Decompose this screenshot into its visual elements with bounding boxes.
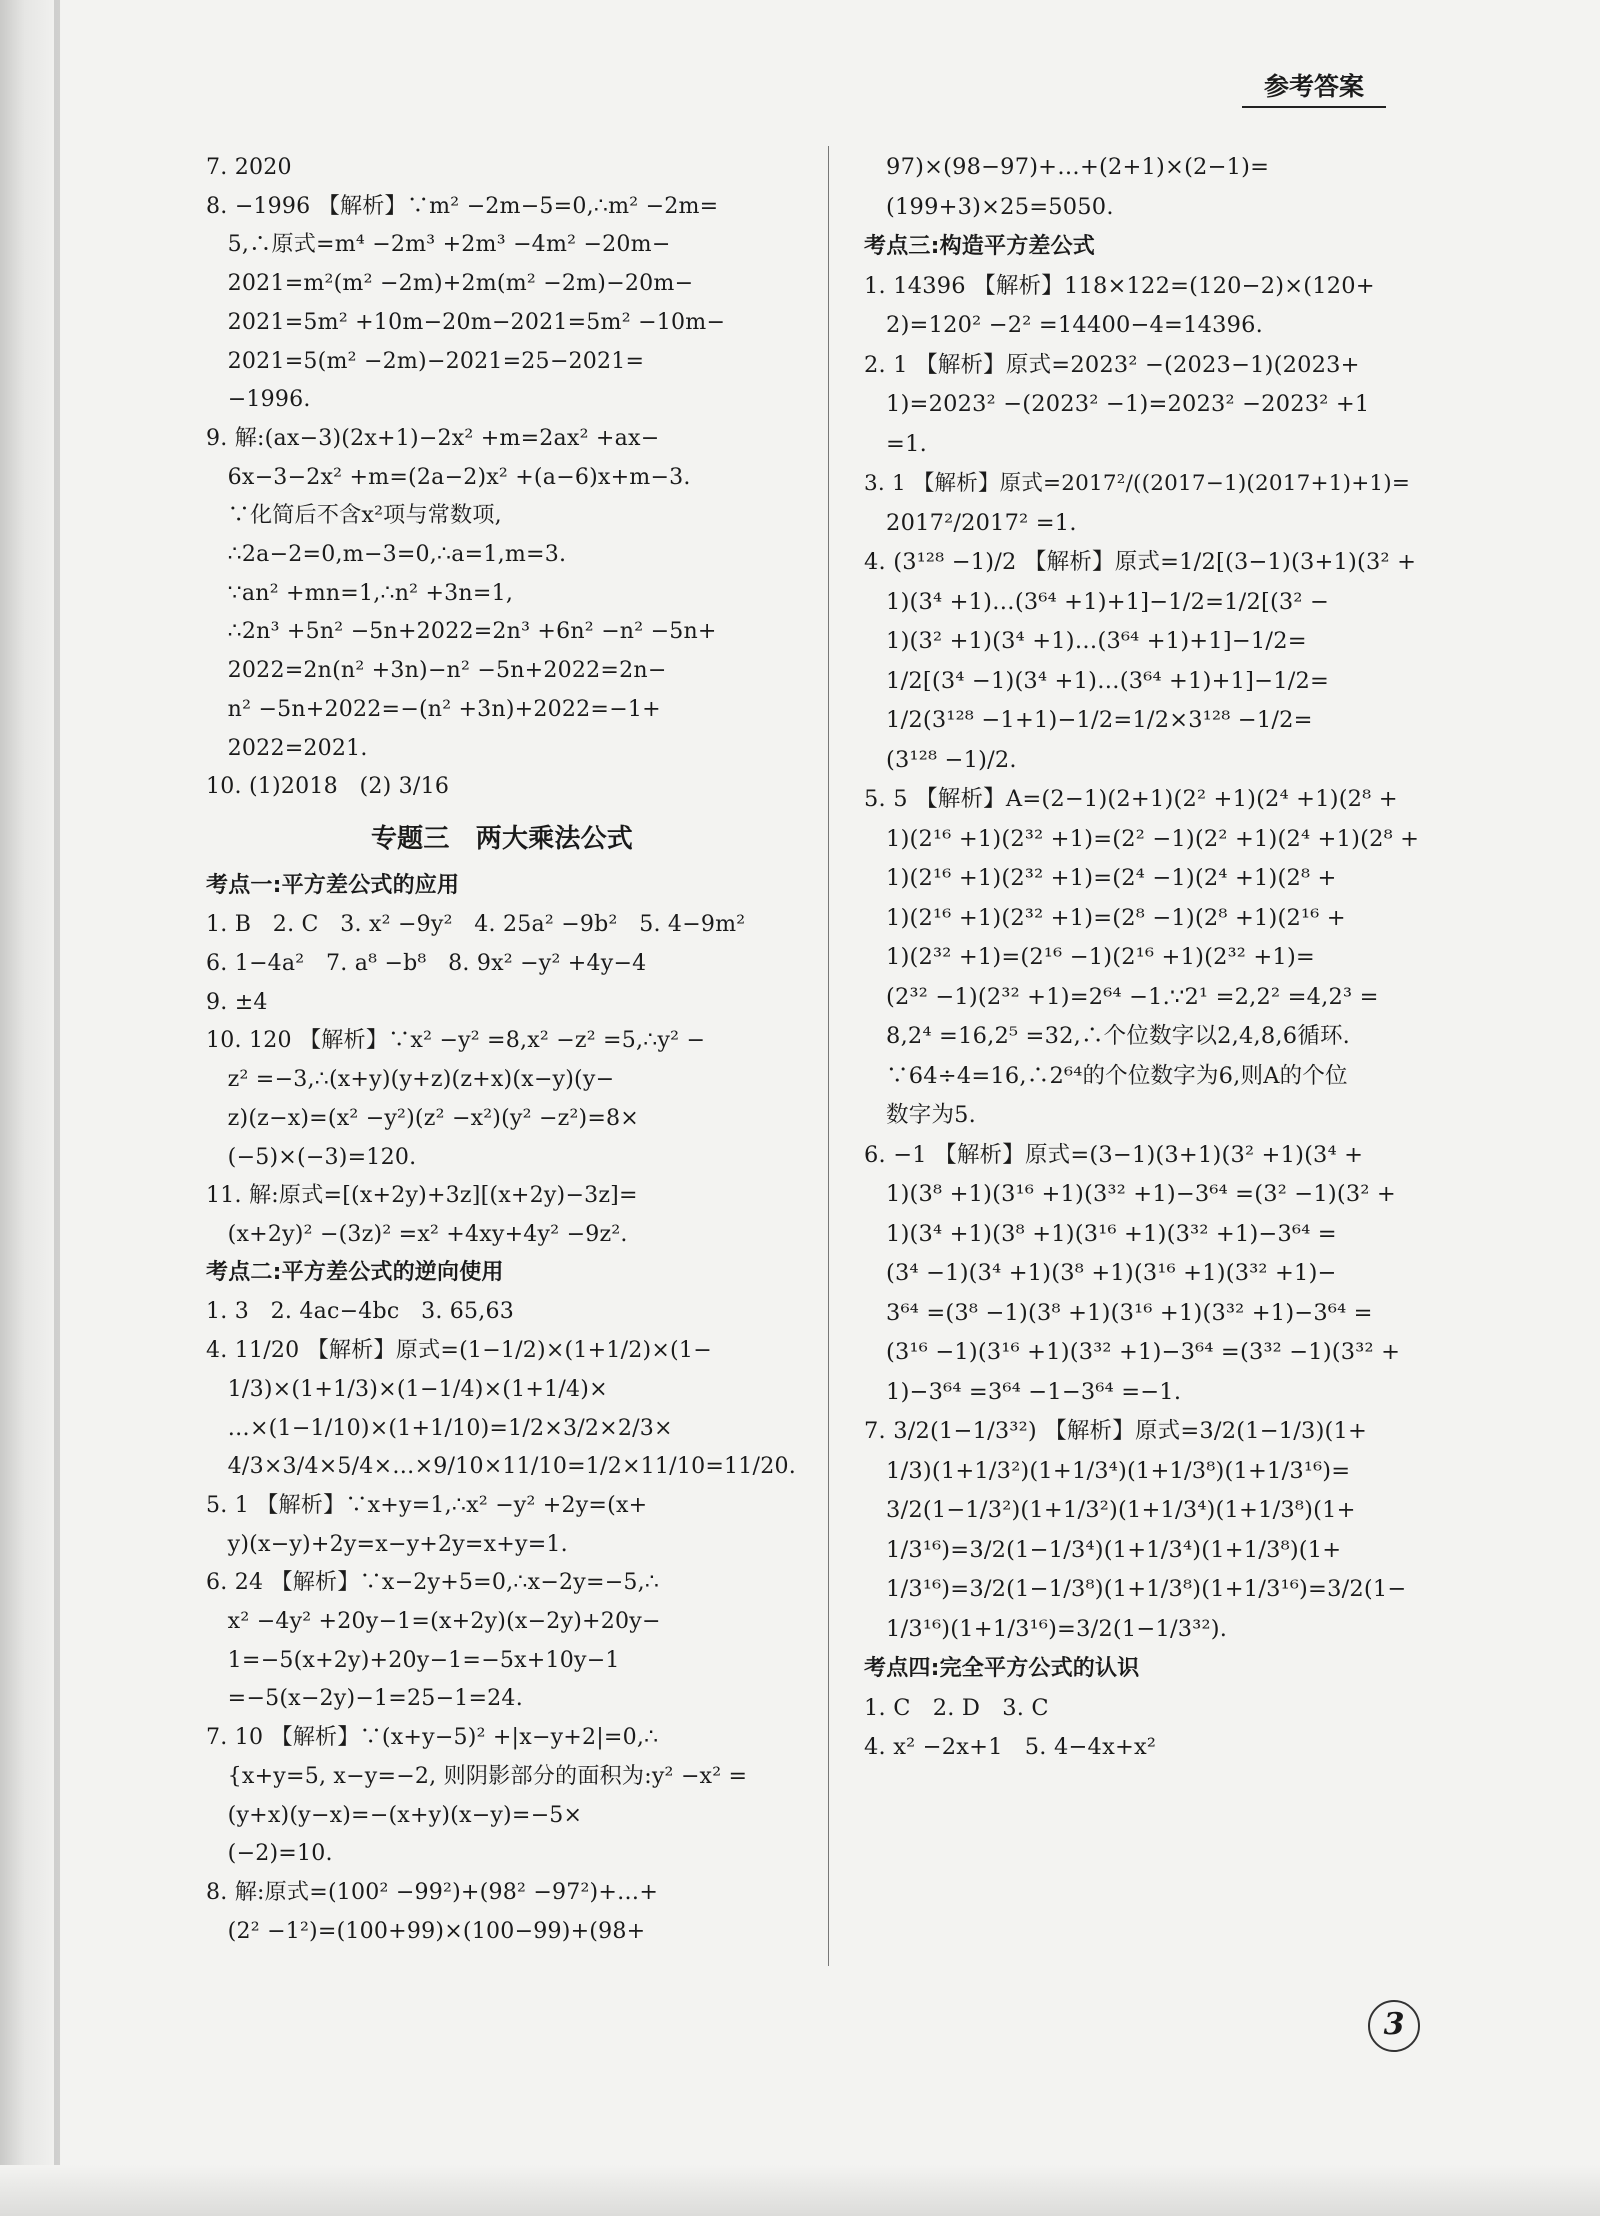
text-line: 1)(2¹⁶ +1)(2³² +1)=(2⁴ −1)(2⁴ +1)(2⁸ + (864, 865, 1337, 891)
text-line: 1/3¹⁶)(1+1/3¹⁶)=3/2(1−1/3³²). (864, 1615, 1228, 1642)
text-line: (−5)×(−3)=120. (206, 1143, 417, 1170)
text-line: 2. 1 【解析】原式=2023² −(2023−1)(2023+ (864, 351, 1360, 378)
text-line: (y+x)(y−x)=−(x+y)(x−y)=−5× (206, 1801, 583, 1828)
text-line: y)(x−y)+2y=x−y+2y=x+y=1. (206, 1530, 568, 1557)
text-line: 5. 5 【解析】A=(2−1)(2+1)(2² +1)(2⁴ +1)(2⁸ + (864, 786, 1398, 812)
text-line: 1)(3⁴ +1)(3⁸ +1)(3¹⁶ +1)(3³² +1)−3⁶⁴ = (864, 1220, 1337, 1247)
text-line: 1)(2¹⁶ +1)(2³² +1)=(2² −1)(2² +1)(2⁴ +1)(2⁸ + (864, 825, 1420, 852)
text-line: 1/3¹⁶)=3/2(1−1/3⁴)(1+1/3⁴)(1+1/3⁸)(1+ (864, 1536, 1342, 1563)
text-line: 1. 3 2. 4ac−4bc 3. 65,63 (206, 1298, 515, 1325)
text-line: (3¹⁶ −1)(3¹⁶ +1)(3³² +1)−3⁶⁴ =(3³² −1)(3³² + (864, 1339, 1401, 1365)
text-line: 1=−5(x+2y)+20y−1=−5x+10y−1 (206, 1646, 620, 1673)
text-line: 1/2(3¹²⁸ −1+1)−1/2=1/2×3¹²⁸ −1/2= (864, 707, 1313, 733)
text-line: (199+3)×25=5050. (864, 193, 1114, 220)
text-line: 4/3×3/4×5/4×…×9/10×11/10=1/2×11/10=11/20. (206, 1453, 796, 1480)
topic-title: 专题三 两大乘法公式 (370, 823, 633, 854)
text-line: 1)(3⁴ +1)…(3⁶⁴ +1)+1]−1/2=1/2[(3² − (864, 588, 1330, 615)
text-line: 2021=m²(m² −2m)+2m(m² −2m)−20m− (206, 270, 694, 297)
text-line: 2017²/2017² =1. (864, 509, 1077, 536)
text-line: 数字为5. (864, 1102, 977, 1128)
text-line: 1. B 2. C 3. x² −9y² 4. 25a² −9b² 5. 4−9m² (206, 911, 746, 938)
text-line: 1)(2¹⁶ +1)(2³² +1)=(2⁸ −1)(2⁸ +1)(2¹⁶ + (864, 904, 1346, 931)
text-line: 2021=5m² +10m−20m−2021=5m² −10m− (206, 308, 726, 335)
text-line: (2³² −1)(2³² +1)=2⁶⁴ −1.∵2¹ =2,2² =4,2³ = (864, 983, 1379, 1010)
right-column (864, 148, 1420, 1768)
text-line: 10. 120 【解析】∵x² −y² =8,x² −z² =5,∴y² − (206, 1027, 706, 1054)
text-line: 5. 1 【解析】∵x+y=1,∴x² −y² +2y=(x+ (206, 1491, 648, 1518)
text-line: 5,∴原式=m⁴ −2m³ +2m³ −4m² −20m− (206, 231, 671, 258)
text-line: =1. (864, 430, 927, 457)
text-line: 7. 3/2(1−1/3³²) 【解析】原式=3/2(1−1/3)(1+ (864, 1418, 1368, 1444)
text-line: 6. 24 【解析】∵x−2y+5=0,∴x−2y=−5,∴ (206, 1569, 660, 1596)
text-line: 1)(2³² +1)=(2¹⁶ −1)(2¹⁶ +1)(2³² +1)= (864, 944, 1315, 970)
text-line: (3¹²⁸ −1)/2. (864, 746, 1017, 773)
left-column (206, 148, 798, 1950)
page-bottom-shadow (0, 2165, 1600, 2216)
text-line: (−2)=10. (206, 1840, 333, 1867)
text-line: 8,2⁴ =16,2⁵ =32,∴个位数字以2,4,8,6循环. (864, 1023, 1351, 1049)
text-line: ∴2n³ +5n² −5n+2022=2n³ +6n² −n² −5n+ (206, 618, 717, 645)
text-line: n² −5n+2022=−(n² +3n)+2022=−1+ (206, 695, 661, 722)
text-line: 3/2(1−1/3²)(1+1/3²)(1+1/3⁴)(1+1/3⁸)(1+ (864, 1497, 1356, 1523)
text-line: 7. 2020 (206, 154, 292, 180)
text-line: ∵化简后不含x²项与常数项, (206, 502, 502, 529)
text-line: 11. 解:原式=[(x+2y)+3z][(x+2y)−3z]= (206, 1182, 638, 1209)
text-line: 2022=2021. (206, 734, 368, 761)
text-line: 1/3¹⁶)=3/2(1−1/3⁸)(1+1/3⁸)(1+1/3¹⁶)=3/2(1− (864, 1576, 1407, 1602)
text-line: −1996. (206, 386, 311, 413)
text-line: (x+2y)² −(3z)² =x² +4xy+4y² −9z². (206, 1220, 628, 1247)
header-rule (1242, 106, 1386, 108)
kp4-lines (864, 1689, 1420, 1768)
text-line: 9. 解:(ax−3)(2x+1)−2x² +m=2ax² +ax− (206, 424, 660, 451)
left-lines (206, 148, 798, 806)
text-line: 6. 1−4a² 7. a⁸ −b⁸ 8. 9x² −y² +4y−4 (206, 950, 647, 977)
text-line: ∴2a−2=0,m−3=0,∴a=1,m=3. (206, 541, 567, 568)
kp3-lines (864, 267, 1420, 1650)
text-line: 8. 解:原式=(100² −99²)+(98² −97²)+…+ (206, 1878, 659, 1905)
column-divider (828, 146, 829, 1966)
text-line: 1)−3⁶⁴ =3⁶⁴ −1−3⁶⁴ =−1. (864, 1378, 1182, 1405)
text-line: x² −4y² +20y−1=(x+2y)(x−2y)+20y− (206, 1608, 661, 1635)
text-line: 4. x² −2x+1 5. 4−4x+x² (864, 1734, 1157, 1760)
text-line: (3⁴ −1)(3⁴ +1)(3⁸ +1)(3¹⁶ +1)(3³² +1)− (864, 1260, 1337, 1286)
text-line: 1/3)(1+1/3²)(1+1/3⁴)(1+1/3⁸)(1+1/3¹⁶)= (864, 1457, 1351, 1484)
text-line: 1)(3² +1)(3⁴ +1)…(3⁶⁴ +1)+1]−1/2= (864, 628, 1307, 654)
text-line: (2² −1²)=(100+99)×(100−99)+(98+ (206, 1917, 646, 1944)
text-line: 1. 14396 【解析】118×122=(120−2)×(120+ (864, 272, 1375, 299)
text-line: 10. (1)2018 (2) 3/16 (206, 773, 450, 800)
text-line: 6. −1 【解析】原式=(3−1)(3+1)(3² +1)(3⁴ + (864, 1141, 1364, 1168)
text-line: 1/3)×(1+1/3)×(1−1/4)×(1+1/4)× (206, 1375, 608, 1402)
text-line: 6x−3−2x² +m=(2a−2)x² +(a−6)x+m−3. (206, 463, 691, 490)
text-line: 4. 11/20 【解析】原式=(1−1/2)×(1+1/2)×(1− (206, 1337, 712, 1364)
text-line: 1)=2023² −(2023² −1)=2023² −2023² +1 (864, 391, 1370, 417)
kp1-lines (206, 905, 798, 1253)
binding-line (54, 0, 60, 2216)
kp2-lines (206, 1292, 798, 1950)
text-line: 1)(3⁸ +1)(3¹⁶ +1)(3³² +1)−3⁶⁴ =(3² −1)(3² + (864, 1181, 1396, 1207)
text-line: 9. ±4 (206, 988, 268, 1015)
header-label: 参考答案 (1263, 72, 1364, 101)
text-line: ∵64÷4=16,∴2⁶⁴的个位数字为6,则A的个位 (864, 1062, 1348, 1089)
text-line: 97)×(98−97)+…+(2+1)×(2−1)= (864, 154, 1270, 180)
text-line: 7. 10 【解析】∵(x+y−5)² +|x−y+2|=0,∴ (206, 1724, 659, 1751)
section-heading: 考点一:平方差公式的应用 (206, 872, 460, 898)
text-line: 2022=2n(n² +3n)−n² −5n+2022=2n− (206, 657, 667, 684)
text-line: 3. 1 【解析】原式=2017²/((2017−1)(2017+1)+1)= (864, 471, 1411, 496)
text-line: 2021=5(m² −2m)−2021=25−2021= (206, 347, 645, 374)
section-heading: 考点二:平方差公式的逆向使用 (206, 1259, 504, 1285)
scan-shadow-edge (0, 0, 62, 2216)
text-line: z)(z−x)=(x² −y²)(z² −x²)(y² −z²)=8× (206, 1104, 640, 1131)
text-line: z² =−3,∴(x+y)(y+z)(z+x)(x−y)(y− (206, 1066, 615, 1093)
section-heading: 考点四:完全平方公式的认识 (864, 1656, 1140, 1681)
text-line: 3⁶⁴ =(3⁸ −1)(3⁸ +1)(3¹⁶ +1)(3³² +1)−3⁶⁴ = (864, 1299, 1373, 1326)
text-line: 8. −1996 【解析】∵m² −2m−5=0,∴m² −2m= (206, 192, 719, 219)
text-line: 1/2[(3⁴ −1)(3⁴ +1)…(3⁶⁴ +1)+1]−1/2= (864, 667, 1330, 694)
text-line: =−5(x−2y)−1=25−1=24. (206, 1685, 523, 1712)
text-line: {x+y=5, x−y=−2, 则阴影部分的面积为:y² −x² = (206, 1762, 748, 1789)
section-heading: 考点三:构造平方差公式 (864, 234, 1095, 259)
page-number: 3 (1368, 2000, 1420, 2052)
text-line: 4. (3¹²⁸ −1)/2 【解析】原式=1/2[(3−1)(3+1)(3² + (864, 549, 1417, 575)
text-line: 2)=120² −2² =14400−4=14396. (864, 312, 1264, 338)
text-line: …×(1−1/10)×(1+1/10)=1/2×3/2×2/3× (206, 1414, 673, 1441)
text-line: 1. C 2. D 3. C (864, 1694, 1049, 1721)
text-line: ∵an² +mn=1,∴n² +3n=1, (206, 579, 514, 606)
